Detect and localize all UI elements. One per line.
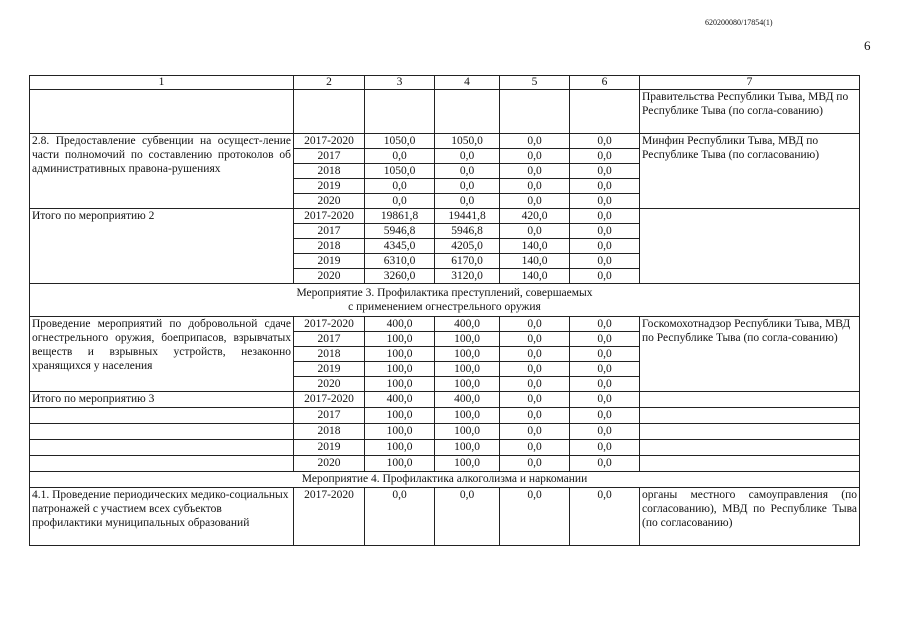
republic-budget-cell: 0,0 <box>435 194 500 209</box>
section-heading-row <box>30 472 860 488</box>
local-budget-cell: 0,0 <box>570 179 640 194</box>
total-cell: 100,0 <box>365 347 435 362</box>
activity-description: 4.1. Проведение периодических медико-социальных патронажей с участием всех субъектов профилактики муниципальных образований <box>30 488 294 546</box>
year-cell: 2017 <box>294 408 365 424</box>
federal-budget-cell: 140,0 <box>500 239 570 254</box>
federal-budget-cell: 0,0 <box>500 488 570 546</box>
year-cell: 2019 <box>294 179 365 194</box>
table-row <box>30 488 860 546</box>
republic-budget-cell: 400,0 <box>435 317 500 332</box>
federal-budget-cell: 0,0 <box>500 332 570 347</box>
republic-budget-cell: 100,0 <box>435 424 500 440</box>
total-cell: 0,0 <box>365 488 435 546</box>
responsible-org: Минфин Республики Тыва, МВД по Республике Тыва (по согласованию) <box>640 134 860 209</box>
local-budget-cell: 0,0 <box>570 209 640 224</box>
federal-budget-cell: 420,0 <box>500 209 570 224</box>
federal-budget-cell: 0,0 <box>500 456 570 472</box>
column-header: 1 <box>30 76 294 90</box>
year-cell: 2018 <box>294 164 365 179</box>
section-title: Мероприятие 4. Профилактика алкоголизма и наркомании <box>30 472 860 488</box>
year-cell: 2017-2020 <box>294 392 365 408</box>
local-budget-cell: 0,0 <box>570 408 640 424</box>
federal-budget-cell: 0,0 <box>500 134 570 149</box>
section-title: Мероприятие 3. Профилактика преступлений, совершаемых <box>296 287 593 299</box>
activity-description: 2.8. Предоставление субвенции на осущест-ление части полномочий по составлению протоколов об административных правона-рушениях <box>30 134 294 209</box>
year-cell: 2019 <box>294 440 365 456</box>
republic-budget-cell: 19441,8 <box>435 209 500 224</box>
republic-budget-cell: 100,0 <box>435 456 500 472</box>
federal-budget-cell: 0,0 <box>500 194 570 209</box>
total-cell: 400,0 <box>365 317 435 332</box>
local-budget-cell: 0,0 <box>570 164 640 179</box>
total-cell: 3260,0 <box>365 269 435 284</box>
local-budget-cell: 0,0 <box>570 239 640 254</box>
federal-budget-cell: 0,0 <box>500 424 570 440</box>
local-budget-cell: 0,0 <box>570 224 640 239</box>
republic-budget-cell: 100,0 <box>435 408 500 424</box>
republic-budget-cell: 0,0 <box>435 164 500 179</box>
republic-budget-cell: 400,0 <box>435 392 500 408</box>
total-cell: 6310,0 <box>365 254 435 269</box>
table-row <box>30 424 860 440</box>
federal-budget-cell: 0,0 <box>500 408 570 424</box>
section-heading-row <box>30 284 860 317</box>
year-cell: 2018 <box>294 239 365 254</box>
republic-budget-cell: 6170,0 <box>435 254 500 269</box>
table-row <box>30 392 860 408</box>
republic-budget-cell: 1050,0 <box>435 134 500 149</box>
year-cell: 2019 <box>294 254 365 269</box>
total-cell: 1050,0 <box>365 134 435 149</box>
total-cell: 0,0 <box>365 149 435 164</box>
republic-budget-cell: 100,0 <box>435 440 500 456</box>
table-row <box>30 408 860 424</box>
column-header: 6 <box>570 76 640 90</box>
column-header: 3 <box>365 76 435 90</box>
republic-budget-cell: 0,0 <box>435 149 500 164</box>
republic-budget-cell: 100,0 <box>435 347 500 362</box>
table-row <box>30 440 860 456</box>
year-cell: 2017 <box>294 149 365 164</box>
local-budget-cell: 0,0 <box>570 362 640 377</box>
local-budget-cell: 0,0 <box>570 332 640 347</box>
year-cell: 2017 <box>294 224 365 239</box>
table-row <box>30 134 860 149</box>
local-budget-cell: 0,0 <box>570 392 640 408</box>
section-title: с применением огнестрельного оружия <box>348 301 541 313</box>
federal-budget-cell: 0,0 <box>500 440 570 456</box>
year-cell: 2017-2020 <box>294 488 365 546</box>
total-cell: 100,0 <box>365 456 435 472</box>
document-code: 620200080/17854(1) <box>705 18 773 27</box>
local-budget-cell: 0,0 <box>570 377 640 392</box>
total-cell: 4345,0 <box>365 239 435 254</box>
federal-budget-cell: 0,0 <box>500 392 570 408</box>
local-budget-cell: 0,0 <box>570 149 640 164</box>
local-budget-cell: 0,0 <box>570 440 640 456</box>
table-row <box>30 209 860 224</box>
table-row <box>30 317 860 332</box>
total-label: Итого по мероприятию 3 <box>30 392 294 408</box>
total-cell: 0,0 <box>365 179 435 194</box>
year-cell: 2020 <box>294 377 365 392</box>
total-cell: 1050,0 <box>365 164 435 179</box>
year-cell: 2020 <box>294 269 365 284</box>
total-cell: 100,0 <box>365 424 435 440</box>
federal-budget-cell: 0,0 <box>500 362 570 377</box>
total-cell: 100,0 <box>365 377 435 392</box>
total-label: Итого по мероприятию 2 <box>30 209 294 284</box>
responsible-org: Правительства Республики Тыва, МВД по Республике Тыва (по согла-сованию) <box>640 90 860 134</box>
federal-budget-cell: 0,0 <box>500 224 570 239</box>
total-cell: 19861,8 <box>365 209 435 224</box>
year-cell: 2019 <box>294 362 365 377</box>
year-cell: 2020 <box>294 194 365 209</box>
total-cell: 100,0 <box>365 332 435 347</box>
local-budget-cell: 0,0 <box>570 194 640 209</box>
year-cell: 2018 <box>294 424 365 440</box>
republic-budget-cell: 100,0 <box>435 377 500 392</box>
republic-budget-cell: 100,0 <box>435 332 500 347</box>
local-budget-cell: 0,0 <box>570 347 640 362</box>
local-budget-cell: 0,0 <box>570 456 640 472</box>
local-budget-cell: 0,0 <box>570 317 640 332</box>
local-budget-cell: 0,0 <box>570 424 640 440</box>
table-header-row <box>30 76 860 90</box>
responsible-org: органы местного самоуправления (по согласованию), МВД по Республике Тыва (по согласованию) <box>640 488 860 546</box>
republic-budget-cell: 100,0 <box>435 362 500 377</box>
table-row <box>30 456 860 472</box>
total-cell: 100,0 <box>365 362 435 377</box>
federal-budget-cell: 0,0 <box>500 164 570 179</box>
republic-budget-cell: 3120,0 <box>435 269 500 284</box>
column-header: 4 <box>435 76 500 90</box>
local-budget-cell: 0,0 <box>570 269 640 284</box>
year-cell: 2017-2020 <box>294 134 365 149</box>
budget-table <box>29 75 860 546</box>
republic-budget-cell: 0,0 <box>435 488 500 546</box>
page-number: 6 <box>864 38 871 53</box>
year-cell: 2017 <box>294 332 365 347</box>
total-cell: 100,0 <box>365 440 435 456</box>
year-cell: 2017-2020 <box>294 209 365 224</box>
federal-budget-cell: 0,0 <box>500 179 570 194</box>
year-cell: 2020 <box>294 456 365 472</box>
federal-budget-cell: 0,0 <box>500 347 570 362</box>
column-header: 5 <box>500 76 570 90</box>
federal-budget-cell: 140,0 <box>500 269 570 284</box>
continuation-row <box>30 90 860 134</box>
year-cell: 2018 <box>294 347 365 362</box>
year-cell: 2017-2020 <box>294 317 365 332</box>
republic-budget-cell: 0,0 <box>435 179 500 194</box>
federal-budget-cell: 0,0 <box>500 317 570 332</box>
activity-description: Проведение мероприятий по добровольной сдаче огнестрельного оружия, боеприпасов, взрывчатых веществ и взрывных устройств, незаконно хранящихся у населения <box>30 317 294 392</box>
total-cell: 100,0 <box>365 408 435 424</box>
column-header: 7 <box>640 76 860 90</box>
local-budget-cell: 0,0 <box>570 254 640 269</box>
federal-budget-cell: 140,0 <box>500 254 570 269</box>
total-cell: 0,0 <box>365 194 435 209</box>
local-budget-cell: 0,0 <box>570 488 640 546</box>
federal-budget-cell: 0,0 <box>500 149 570 164</box>
column-header: 2 <box>294 76 365 90</box>
federal-budget-cell: 0,0 <box>500 377 570 392</box>
republic-budget-cell: 4205,0 <box>435 239 500 254</box>
total-cell: 5946,8 <box>365 224 435 239</box>
responsible-org: Госкомохотнадзор Республики Тыва, МВД по Республике Тыва (по согла-сованию) <box>640 317 860 392</box>
local-budget-cell: 0,0 <box>570 134 640 149</box>
republic-budget-cell: 5946,8 <box>435 224 500 239</box>
total-cell: 400,0 <box>365 392 435 408</box>
